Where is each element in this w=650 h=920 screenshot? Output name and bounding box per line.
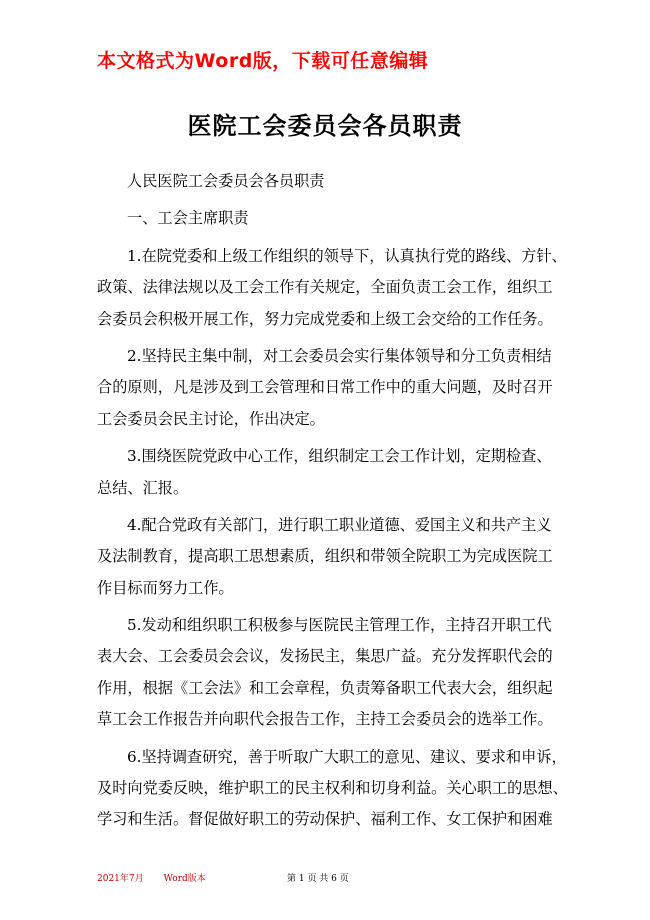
word-format-banner: 本文格式为Word版，下载可任意编辑 [97,50,429,72]
paragraph-1-line: 1.在院党委和上级工作组织的领导下，认真执行党的路线、方针、 [127,246,567,265]
paragraph-4-line: 4.配合党政有关部门，进行职工职业道德、爱国主义和共产主义 [127,515,552,534]
paragraph-2-line: 2.坚持民主集中制，对工会委员会实行集体领导和分工负责相结 [127,346,552,365]
subtitle-line: 人民医院工会委员会各员职责 [127,172,325,190]
paragraph-6-line: 学习和生活。督促做好职工的劳动保护、福利工作、女工保护和困难 [97,810,553,829]
footer-page-number: 第 1 页 共 6 页 [287,874,349,884]
paragraph-1-line: 会委员会积极开展工作，努力完成党委和上级工会交给的工作任务。 [97,309,553,328]
paragraph-4-line: 及法制教育，提高职工思想素质，组织和带领全院职工为完成医院工 [97,547,553,566]
footer-left [97,871,206,884]
paragraph-5-line: 表大会、工会委员会会议，发扬民主，集思广益。充分发挥职代会的 [97,647,553,666]
paragraph-3-line: 总结、汇报。 [97,478,189,497]
paragraph-6-line: 及时向党委反映，维护职工的民主权利和切身利益。关心职工的思想、 [97,779,568,798]
footer-date: 2021年7月 [97,874,144,884]
footer-version: Word版本 [163,874,206,884]
paragraph-2-line: 合的原则，凡是涉及到工会管理和日常工作中的重大问题，及时召开 [97,378,553,397]
paragraph-2-line: 工会委员会民主讨论，作出决定。 [97,409,325,428]
paragraph-5-line: 5.发动和组织职工积极参与医院民主管理工作，主持召开职工代 [127,616,552,635]
paragraph-3-line: 3.围绕医院党政中心工作，组织制定工会工作计划，定期检查、 [127,447,552,466]
page-footer [97,871,557,885]
paragraph-5-line: 草工会工作报告并向职代会报告工作，主持工会委员会的选举工作。 [97,710,553,729]
document-title: 医院工会委员会各员职责 [187,111,463,140]
paragraph-4-line: 作目标而努力工作。 [97,578,234,597]
document-body [97,166,577,836]
paragraph-6-line: 6.坚持调查研究，善于听取广大职工的意见、建议、要求和申诉， [127,747,567,766]
paragraph-5-line: 作用，根据《工会法》和工会章程，负责筹备职工代表大会，组织起 [97,678,553,697]
section-heading: 一、工会主席职责 [127,209,249,228]
paragraph-1-line: 政策、法律法规以及工会工作有关规定，全面负责工会工作，组织工 [97,278,553,297]
